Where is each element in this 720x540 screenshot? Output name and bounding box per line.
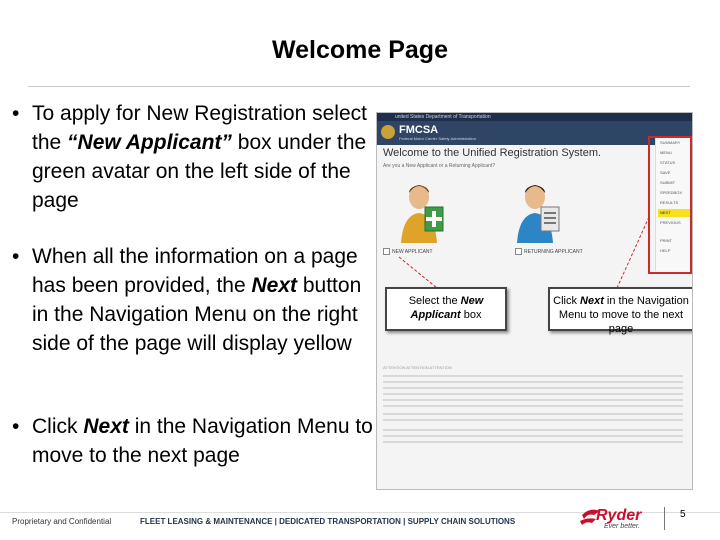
- nav-item-speedbox[interactable]: SPEEDBOX: [660, 190, 683, 195]
- callout-text: Select the: [408, 295, 461, 307]
- fmcsa-logo-text: FMCSA: [399, 124, 439, 136]
- dot-top-bar-text: united States Department of Transportation: [395, 114, 491, 120]
- bullet-text: [32, 412, 377, 470]
- nav-item-menu[interactable]: MENU: [660, 150, 672, 155]
- text-line: [383, 429, 683, 431]
- nav-item-previous[interactable]: PREVIOUS: [660, 220, 681, 225]
- text-line: [383, 375, 683, 377]
- callout-text: box: [460, 309, 482, 321]
- ryder-logo-text: Ryder: [596, 507, 642, 524]
- urs-welcome-screenshot: [376, 112, 693, 490]
- bullet-emphasis: Next: [83, 415, 129, 438]
- footer-separator: [664, 507, 665, 530]
- callout-text: in the Navigation Menu to move to the next page: [558, 295, 689, 335]
- nav-item-submit[interactable]: SUBMIT: [660, 180, 676, 185]
- text-line: [383, 399, 683, 401]
- callout-emphasis: New Applicant: [410, 295, 484, 321]
- bullet-text-part: box under the green avatar on the left side of the page: [32, 131, 367, 212]
- text-line: [383, 405, 683, 407]
- bullet-text-part: To apply for New Registration select the: [32, 102, 367, 154]
- nav-item-print[interactable]: PRINT: [660, 238, 672, 243]
- ryder-tagline: Ever better.: [604, 523, 640, 530]
- text-line: [383, 387, 683, 389]
- callout-click-next: [548, 287, 693, 335]
- text-line: [383, 419, 683, 421]
- bullet-emphasis: “New Applicant”: [67, 131, 232, 154]
- bullet-text: [32, 99, 377, 215]
- new-applicant-label: NEW APPLICANT: [392, 248, 433, 255]
- text-line: [383, 435, 683, 437]
- nav-item-save[interactable]: SAVE: [660, 170, 671, 175]
- nav-item-status[interactable]: STATUS: [660, 160, 676, 165]
- nav-item-next[interactable]: NEXT: [658, 209, 691, 217]
- bullet-text: [32, 242, 377, 358]
- fmcsa-subtitle: Federal Motor Carrier Safety Administration: [399, 136, 476, 141]
- bullet-dot: •: [12, 102, 20, 125]
- footer-confidential: Proprietary and Confidential: [12, 517, 112, 526]
- callout-emphasis: Next: [580, 295, 604, 307]
- bullet-text-part: When all the information on a page has been provided, the: [32, 245, 358, 297]
- callout-text: Click: [553, 295, 581, 307]
- footer-services: FLEET LEASING & MAINTENANCE | DEDICATED TRANSPORTATION | SUPPLY CHAIN SOLUTIONS: [140, 517, 516, 526]
- attention-heading: ATTENTION ATTENTION ATTENTION: [383, 365, 452, 370]
- text-line: [383, 441, 683, 443]
- page-number: 5: [680, 509, 686, 520]
- welcome-heading: Welcome to the Unified Registration System.: [383, 147, 602, 159]
- nav-item-help[interactable]: HELP: [660, 248, 671, 253]
- bullet-text-part: in the Navigation Menu to move to the next page: [32, 415, 373, 467]
- text-line: [383, 393, 683, 395]
- text-line: [383, 413, 683, 415]
- nav-item-results[interactable]: RESULTS: [660, 200, 679, 205]
- bullet-dot: •: [12, 245, 20, 268]
- slide-title: Welcome Page: [271, 36, 448, 64]
- bullet-dot: •: [12, 415, 20, 438]
- bullet-text-part: button in the Navigation Menu on the right side of the page will display yellow: [32, 274, 362, 355]
- nav-item-summary[interactable]: SUMMARY: [660, 140, 681, 145]
- title-divider: [28, 86, 690, 87]
- bullet-emphasis: Next: [251, 274, 298, 297]
- text-line: [383, 381, 683, 383]
- callout-new-applicant: [385, 287, 507, 331]
- bullet-text-part: Click: [32, 415, 84, 438]
- applicant-question: Are you a New Applicant or a Returning Applicant?: [383, 163, 496, 169]
- returning-applicant-label: RETURNING APPLICANT: [524, 248, 583, 255]
